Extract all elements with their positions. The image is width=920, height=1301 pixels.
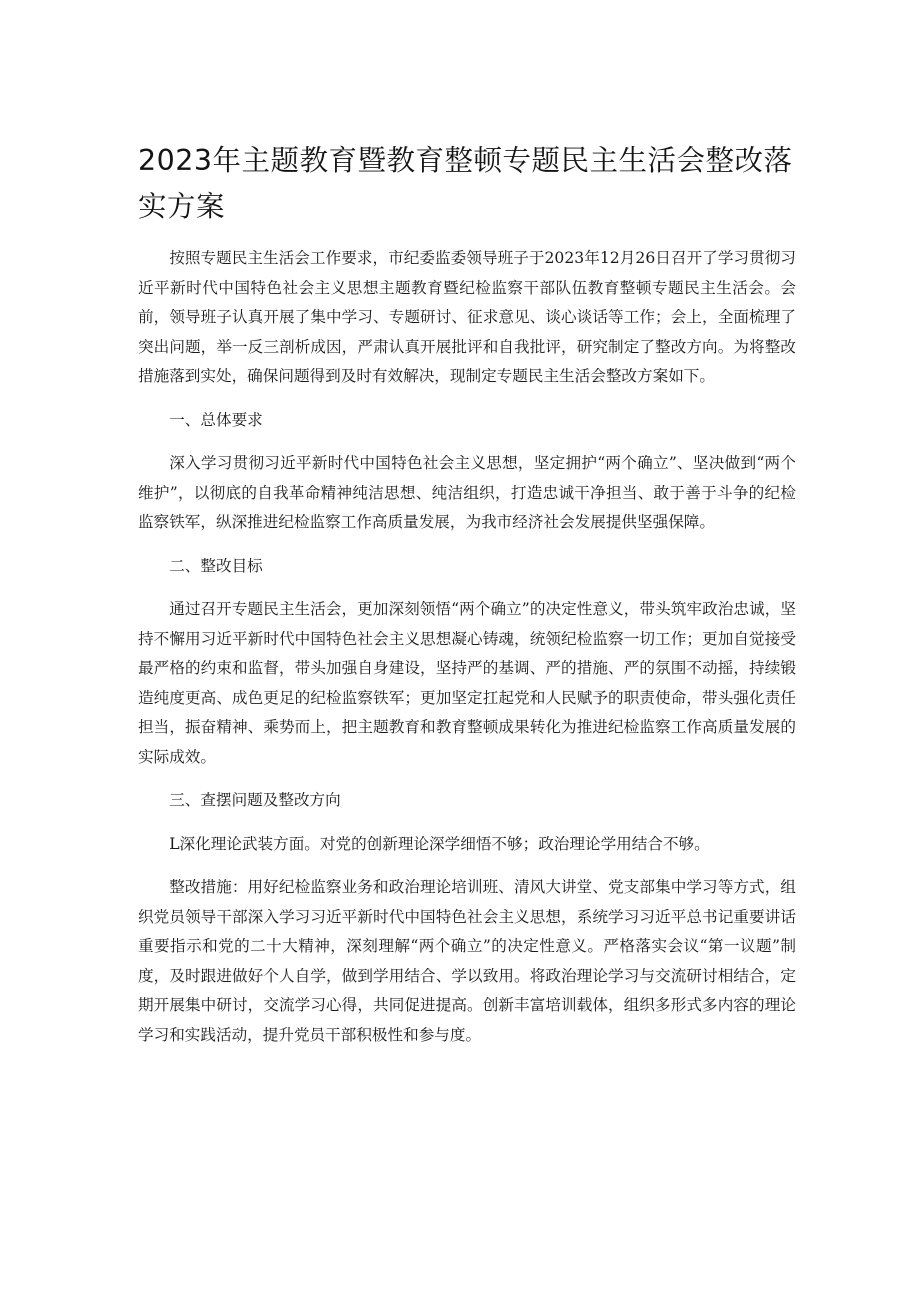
title-line-1: 2023年主题教育暨教育整顿专题民主生活会整改落 — [138, 144, 793, 177]
section-2-paragraph: 通过召开专题民主生活会，更加深刻领悟“两个确立”的决定性意义，带头筑牢政治忠诚，坚持不懈用习近平新时代中国特色社会主义思想凝心铸魂，统领纪检监察一切工作；更加自觉接受最严格的约束和监督，带头加强自身建设，坚持严的基调、严的措施、严的氛围不动摇，持续锻造纯度更高、成色更足的纪检监察铁军；更加坚定扛起党和人民赋予的职责使命，带头强化责任担当，振奋精神、乘势而上，把主题教育和教育整顿成果转化为推进纪检监察工作高质量发展的实际成效。 — [138, 600, 796, 766]
document-page — [138, 138, 796, 1064]
title-line-2: 实方案 — [138, 190, 226, 223]
section-1-heading: 一、总体要求 — [169, 410, 263, 429]
document-title — [138, 138, 796, 230]
section-2-heading: 二、整改目标 — [169, 556, 263, 575]
intro-paragraph: 按照专题民主生活会工作要求，市纪委监委领导班子于2023年12月26日召开了学习贯彻习近平新时代中国特色社会主义思想主题教育暨纪检监察干部队伍教育整顿专题民主生活会。会前，领导班子认真开展了集中学习、专题研讨、征求意见、谈心谈话等工作；会上，全面梳理了突出问题，举一反三剖析成因，严肃认真开展批评和自我批评，研究制定了整改方向。为将整改措施落到实处，确保问题得到及时有效解决，现制定专题民主生活会整改方案如下。 — [138, 249, 796, 385]
section-3-heading: 三、查摆问题及整改方向 — [169, 791, 341, 809]
section-1-paragraph: 深入学习贯彻习近平新时代中国特色社会主义思想，坚定拥护“两个确立”、坚决做到“两个维护”，以彻底的自我革命精神纯洁思想、纯洁组织，打造忠诚干净担当、敢于善于斗争的纪检监察铁军，纵深推进纪检监察工作高质量发展，为我市经济社会发展提供坚强保障。 — [138, 454, 796, 531]
section-3-item-1: L深化理论武装方面。对党的创新理论深学细悟不够；政治理论学用结合不够。 — [169, 834, 710, 853]
section-3-measures-paragraph: 整改措施：用好纪检监察业务和政治理论培训班、清风大讲堂、党支部集中学习等方式，组织党员领导干部深入学习习近平新时代中国特色社会主义思想，系统学习习近平总书记重要讲话重要指示和党的二十大精神，深刻理解“两个确立”的决定性意义。严格落实会议“第一议题”制度，及时跟进做好个人自学，做到学用结合、学以致用。将政治理论学习与交流研讨相结合，定期开展集中研讨，交流学习心得，共同促进提高。创新丰富培训载体，组织多形式多内容的理论学习和实践活动，提升党员干部积极性和参与度。 — [138, 878, 796, 1044]
